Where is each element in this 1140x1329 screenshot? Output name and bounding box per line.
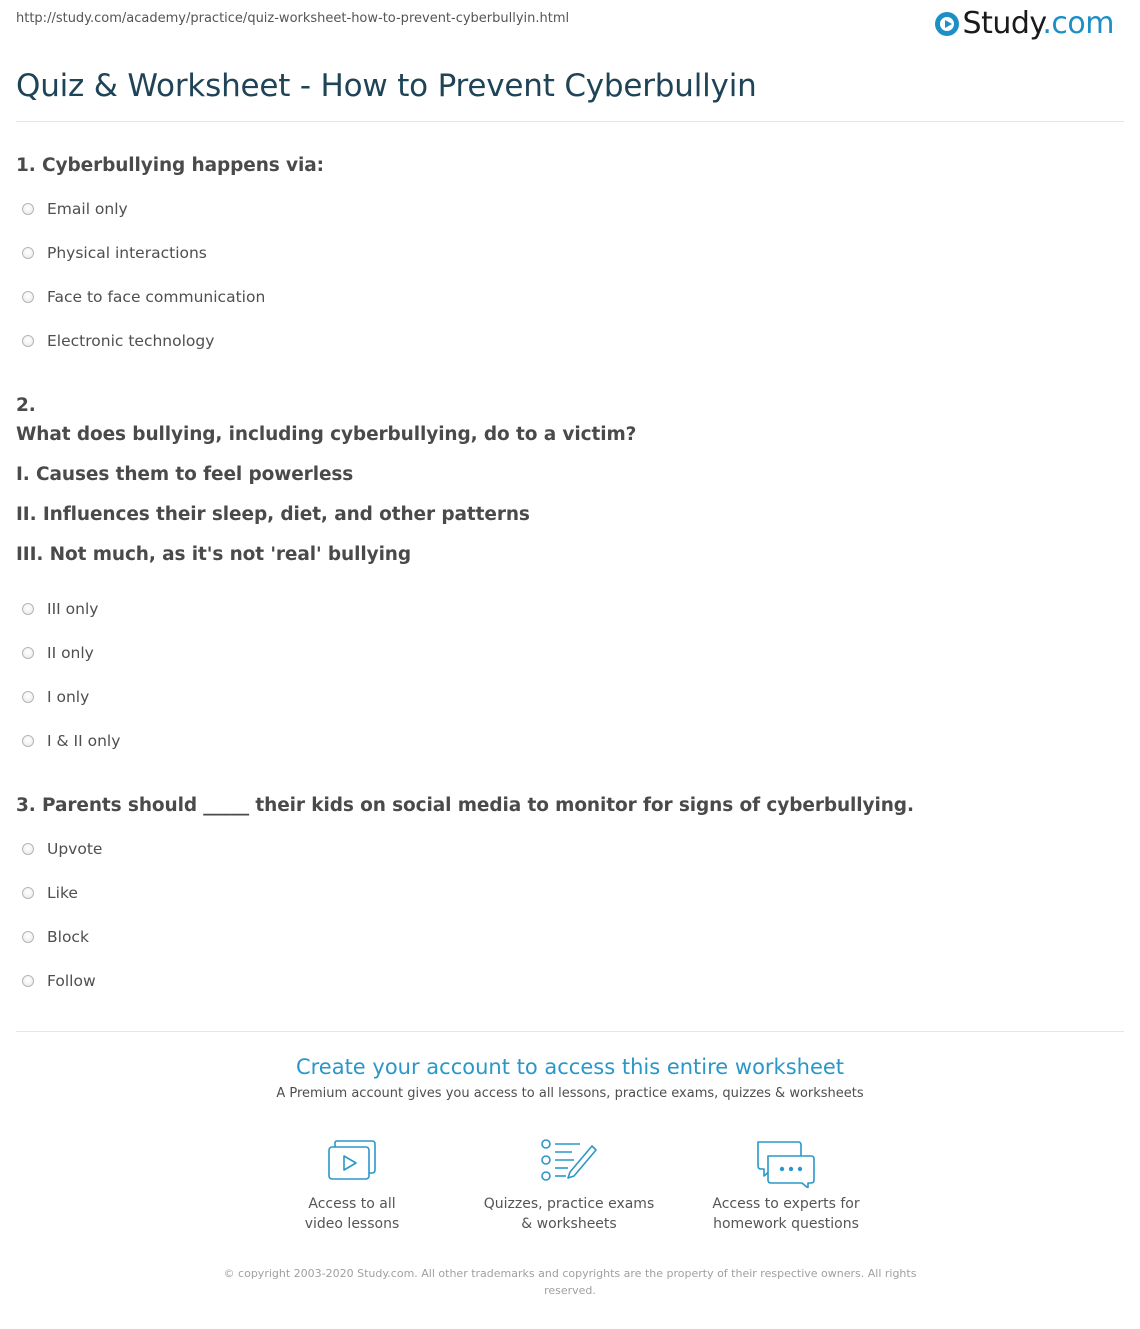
- radio-button[interactable]: [22, 335, 34, 347]
- question-1-option-3[interactable]: Face to face communication: [22, 288, 265, 306]
- feature-video-lessons: [262, 1138, 442, 1234]
- question-1-option-4[interactable]: Electronic technology: [22, 332, 214, 350]
- question-3-option-4[interactable]: Follow: [22, 972, 96, 990]
- question-2-option-3[interactable]: I only: [22, 688, 89, 706]
- radio-button[interactable]: [22, 647, 34, 659]
- video-lessons-icon: [326, 1138, 378, 1182]
- feature-quizzes: [479, 1138, 659, 1234]
- question-2-prompt: What does bullying, including cyberbullying, do to a victim?: [16, 424, 637, 445]
- question-3-option-1[interactable]: Upvote: [22, 840, 102, 858]
- radio-button[interactable]: [22, 887, 34, 899]
- quiz-checklist-icon: [540, 1138, 598, 1182]
- question-1-option-1[interactable]: Email only: [22, 200, 128, 218]
- radio-button[interactable]: [22, 603, 34, 615]
- play-logo-icon: [935, 12, 959, 36]
- question-2-statement-3: III. Not much, as it's not 'real' bullying: [16, 544, 412, 565]
- feature-quizzes-line2: & worksheets: [521, 1216, 617, 1232]
- question-1-prompt: 1. Cyberbullying happens via:: [16, 155, 324, 176]
- radio-button[interactable]: [22, 291, 34, 303]
- radio-button[interactable]: [22, 843, 34, 855]
- title-divider: [16, 121, 1124, 122]
- radio-button[interactable]: [22, 247, 34, 259]
- page-url: http://study.com/academy/practice/quiz-worksheet-how-to-prevent-cyberbullyin.html: [16, 11, 570, 26]
- footer-divider: [16, 1031, 1124, 1032]
- logo-text: Study: [962, 6, 1043, 41]
- question-2-number: 2.: [16, 395, 36, 416]
- feature-experts-line2: homework questions: [713, 1216, 859, 1232]
- question-2-statement-1: I. Causes them to feel powerless: [16, 464, 354, 485]
- radio-button[interactable]: [22, 691, 34, 703]
- cta-subtitle: A Premium account gives you access to all lessons, practice exams, quizzes & worksheets: [276, 1086, 864, 1101]
- radio-button[interactable]: [22, 975, 34, 987]
- question-2-option-1[interactable]: III only: [22, 600, 98, 618]
- feature-experts: [696, 1138, 876, 1234]
- question-1-option-2[interactable]: Physical interactions: [22, 244, 207, 262]
- page-title: Quiz & Worksheet - How to Prevent Cyberbullyin: [16, 68, 757, 104]
- chat-bubbles-icon: [754, 1138, 818, 1188]
- question-3-option-2[interactable]: Like: [22, 884, 78, 902]
- feature-quizzes-line1: Quizzes, practice exams: [483, 1196, 655, 1212]
- radio-button[interactable]: [22, 931, 34, 943]
- question-3-option-3[interactable]: Block: [22, 928, 89, 946]
- question-2-option-2[interactable]: II only: [22, 644, 94, 662]
- question-2-statement-2: II. Influences their sleep, diet, and other patterns: [16, 504, 530, 525]
- radio-button[interactable]: [22, 735, 34, 747]
- feature-video-line2: video lessons: [304, 1216, 400, 1232]
- question-2-option-4[interactable]: I & II only: [22, 732, 120, 750]
- question-3-prompt: 3. Parents should _____ their kids on social media to monitor for signs of cyberbullying.: [16, 795, 914, 816]
- feature-video-line1: Access to all: [308, 1196, 396, 1212]
- study-logo[interactable]: [935, 6, 1114, 41]
- logo-suffix: .com: [1042, 6, 1114, 41]
- radio-button[interactable]: [22, 203, 34, 215]
- cta-title[interactable]: Create your account to access this entire worksheet: [295, 1055, 845, 1079]
- copyright-notice: © copyright 2003-2020 Study.com. All other trademarks and copyrights are the property of their respective owners. All rights reserved.: [223, 1267, 917, 1297]
- feature-experts-line1: Access to experts for: [712, 1196, 860, 1212]
